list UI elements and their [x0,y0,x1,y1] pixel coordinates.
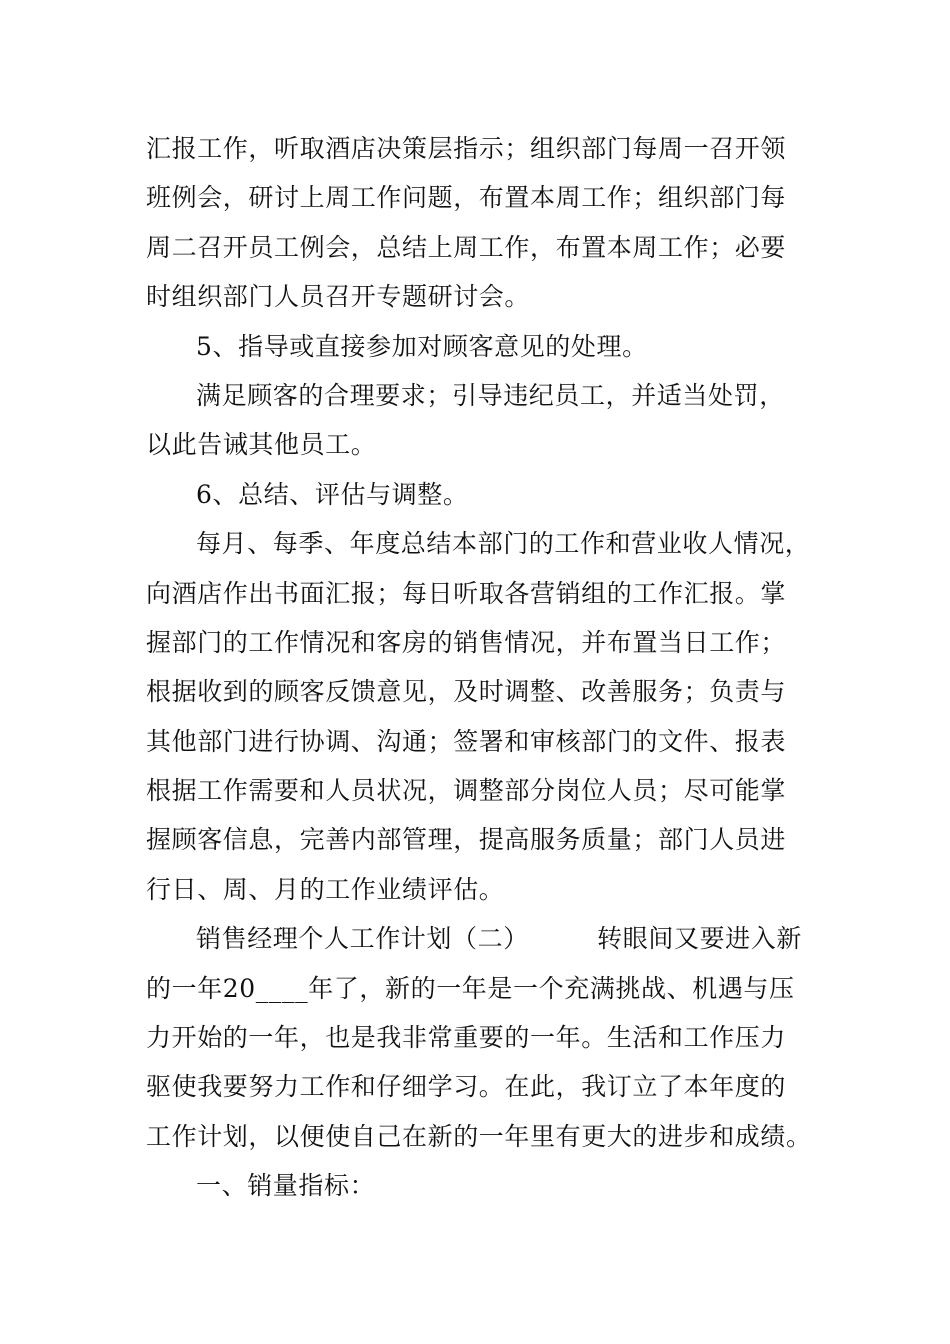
text-line: 握部门的工作情况和客房的销售情况，并布置当日工作； [146,627,787,657]
text-line: 工作计划，以便使自己在新的一年里有更大的进步和成绩。 [146,1121,812,1151]
text-line: 的一年20____年了，新的一年是一个充满挑战、机遇与压 [146,973,795,1003]
text-line: 以此告诫其他员工。 [146,430,377,460]
text-line: 每月、每季、年度总结本部门的工作和营业收人情况， [196,529,811,559]
text-line: 根据收到的顾客反馈意见，及时调整、改善服务；负责与 [146,677,787,707]
text-line: 周二召开员工例会，总结上周工作，布置本周工作；必要 [146,232,787,262]
text-line: 满足顾客的合理要求；引导违纪员工，并适当处罚， [196,380,785,410]
text-line: 向酒店作出书面汇报；每日听取各营销组的工作汇报。掌 [146,578,787,608]
text-line: 力开始的一年，也是我非常重要的一年。生活和工作压力 [146,1023,787,1053]
text-line: 汇报工作，听取酒店决策层指示；组织部门每周一召开领 [146,134,787,163]
text-line: 5、指导或直接参加对顾客意见的处理。 [196,331,648,361]
text-line: 其他部门进行协调、沟通；签署和审核部门的文件、报表 [146,726,787,756]
text-line: 销售经理个人工作计划（二） 转眼间又要进入新 [196,924,802,954]
text-line: 行日、周、月的工作业绩评估。 [146,874,505,904]
text-line: 握顾客信息，完善内部管理，提高服务质量；部门人员进 [146,825,787,855]
text-line: 一、销量指标： [196,1171,376,1201]
text-line: 时组织部门人员召开专题研讨会。 [146,282,531,312]
text-line: 驱使我要努力工作和仔细学习。在此，我订立了本年度的 [146,1072,787,1102]
text-line: 班例会，研讨上周工作问题，布置本周工作；组织部门每 [146,183,787,213]
document-body [146,124,826,1211]
text-line: 6、总结、评估与调整。 [196,479,469,509]
text-line: 根据工作需要和人员状况，调整部分岗位人员；尽可能掌 [146,776,787,806]
